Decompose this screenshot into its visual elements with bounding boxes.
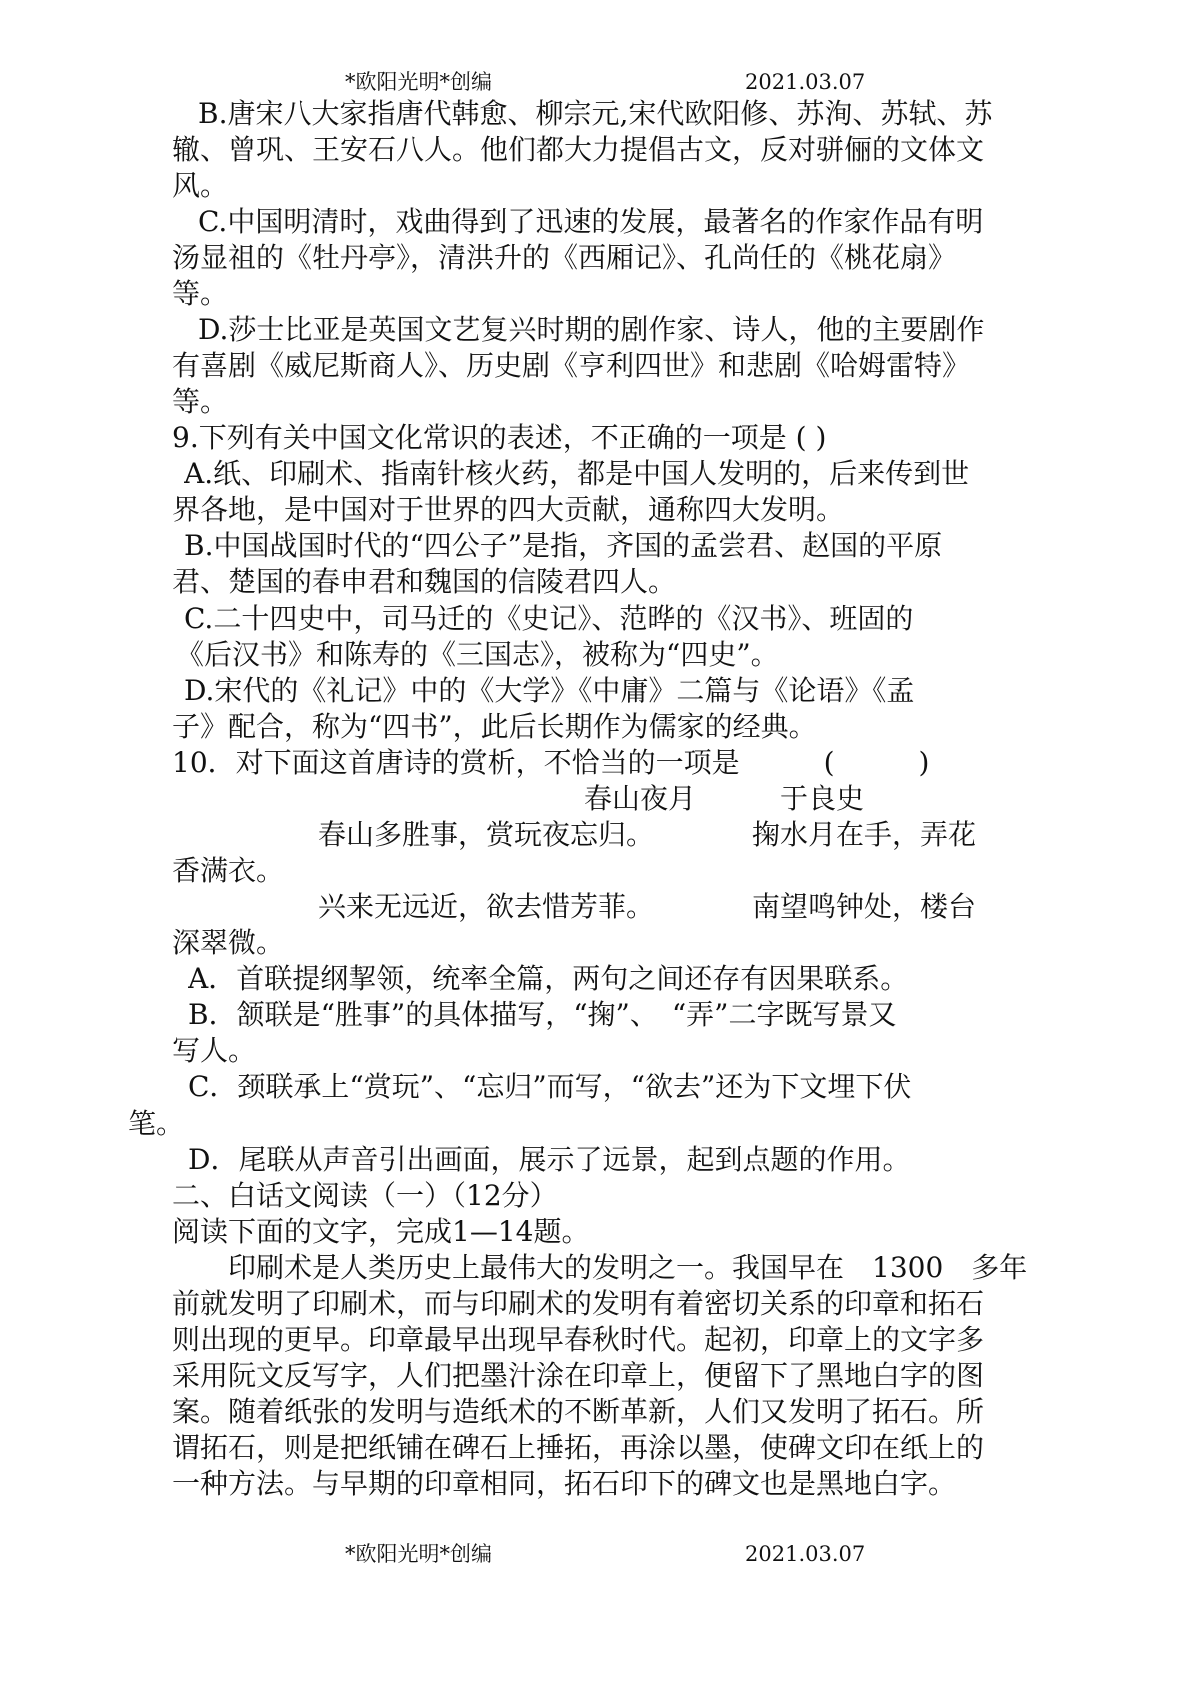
- text-line: 《后汉书》和陈寿的《三国志》，被称为“四史”。: [176, 638, 779, 671]
- paragraph-line: 前就发明了印刷术，而与印刷术的发明有着密切关系的印章和拓石: [172, 1287, 985, 1320]
- instruction: 阅读下面的文字，完成1—14题。: [172, 1215, 590, 1248]
- page-header-author: *欧阳光明*创编: [345, 70, 492, 94]
- text-line: 界各地，是中国对于世界的四大贡献，通称四大发明。: [172, 493, 845, 526]
- section-heading: 二、白话文阅读（一）（12分）: [172, 1179, 558, 1212]
- text-line: 等。: [172, 385, 229, 418]
- poem-title: 春山夜月 于良史: [584, 782, 865, 815]
- text-line: 有喜剧《威尼斯商人》、历史剧《亨利四世》和悲剧《哈姆雷特》: [172, 349, 971, 382]
- text-line: C.中国明清时，戏曲得到了迅速的发展，最著名的作家作品有明: [198, 205, 984, 238]
- option-a: A．首联提纲挈领，统率全篇，两句之间还存有因果联系。: [188, 962, 909, 995]
- poem-line: 春山多胜事，赏玩夜忘归。 掬水月在手，弄花: [318, 818, 977, 851]
- text-line: 子》配合，称为“四书”，此后长期作为儒家的经典。: [172, 710, 817, 743]
- text-line: 君、楚国的春申君和魏国的信陵君四人。: [172, 565, 677, 598]
- question-9-stem: 9.下列有关中国文化常识的表述，不正确的一项是 ( ): [172, 421, 827, 454]
- paragraph-line: 采用阮文反写字，人们把墨汁涂在印章上，便留下了黑地白字的图: [172, 1359, 985, 1392]
- option-d: D.宋代的《礼记》中的《大学》《中庸》二篇与《论语》《孟: [184, 674, 915, 707]
- option-c: C.二十四史中，司马迁的《史记》、范晔的《汉书》、班固的: [184, 602, 914, 635]
- text-line: 辙、曾巩、王安石八人。他们都大力提倡古文，反对骈俪的文体文: [172, 133, 985, 166]
- option-d: D．尾联从声音引出画面，展示了远景，起到点题的作用。: [188, 1143, 911, 1176]
- paragraph-line: 印刷术是人类历史上最伟大的发明之一。我国早在 1300 多年: [228, 1251, 1028, 1284]
- text-line: 深翠微。: [172, 926, 285, 959]
- text-line: D.莎士比亚是英国文艺复兴时期的剧作家、诗人，他的主要剧作: [198, 313, 985, 346]
- text-line: 香满衣。: [172, 854, 285, 887]
- paragraph-line: 案。随着纸张的发明与造纸术的不断革新，人们又发明了拓石。所: [172, 1395, 985, 1428]
- text-line: 汤显祖的《牡丹亭》，清洪升的《西厢记》、孔尚任的《桃花扇》: [172, 241, 957, 274]
- text-line: 风。: [172, 169, 229, 202]
- page-footer-author: *欧阳光明*创编: [345, 1542, 492, 1566]
- poem-line: 兴来无远近，欲去惜芳菲。 南望鸣钟处，楼台: [318, 890, 977, 923]
- option-a: A.纸、印刷术、指南针核火药，都是中国人发明的，后来传到世: [184, 457, 970, 490]
- paragraph-line: 则出现的更早。印章最早出现早春秋时代。起初，印章上的文字多: [172, 1323, 985, 1356]
- option-c: C．颈联承上“赏玩”、“忘归”而写，“欲去”还为下文埋下伏: [188, 1070, 912, 1103]
- option-b: B．颔联是“胜事”的具体描写，“掬”、 “弄”二字既写景又: [188, 998, 897, 1031]
- text-line: 等。: [172, 277, 229, 310]
- option-b: B.中国战国时代的“四公子”是指，齐国的孟尝君、赵国的平原: [184, 529, 943, 562]
- page-footer-date: 2021.03.07: [745, 1542, 866, 1566]
- page-header-date: 2021.03.07: [745, 70, 866, 94]
- text-line: 写人。: [172, 1034, 257, 1067]
- paragraph-line: 谓拓石，则是把纸铺在碑石上捶拓，再涂以墨，使碑文印在纸上的: [172, 1431, 985, 1464]
- text-line: B.唐宋八大家指唐代韩愈、柳宗元,宋代欧阳修、苏洵、苏轼、苏: [198, 97, 993, 130]
- question-10-stem: 10．对下面这首唐诗的赏析，不恰当的一项是 ( ): [172, 746, 930, 779]
- paragraph-line: 一种方法。与早期的印章相同，拓石印下的碑文也是黑地白字。: [172, 1467, 957, 1500]
- text-line: 笔。: [128, 1107, 185, 1140]
